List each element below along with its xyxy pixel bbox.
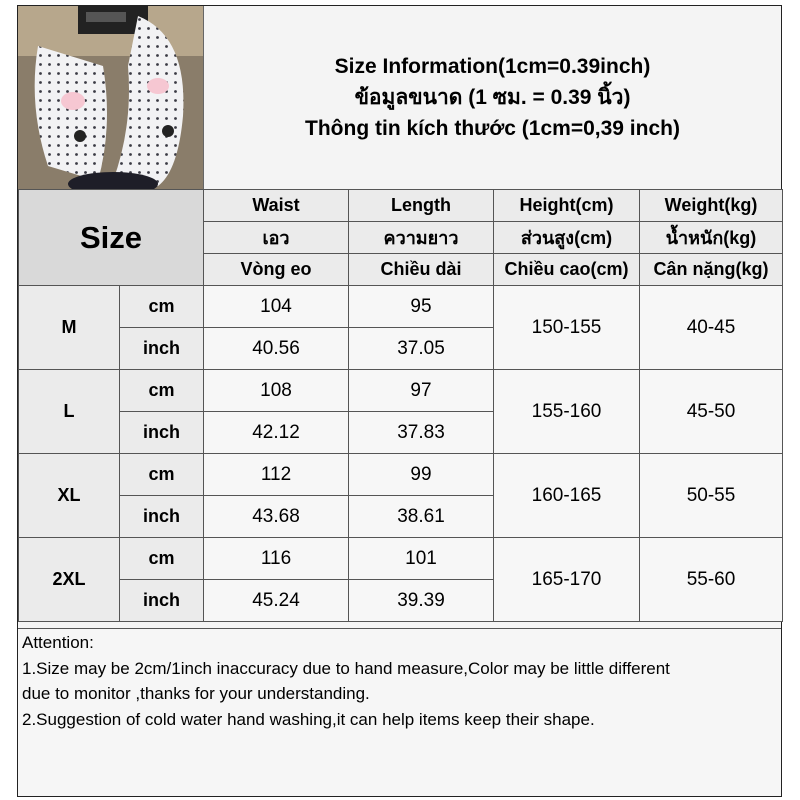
unit-inch: inch bbox=[120, 412, 204, 454]
waist-cm: 104 bbox=[204, 286, 349, 328]
note-line-1-continued: due to monitor ,thanks for your understanding. bbox=[22, 684, 370, 703]
col-height-th: ส่วนสูง(cm) bbox=[494, 222, 640, 254]
length-inch: 38.61 bbox=[349, 496, 494, 538]
length-inch: 37.83 bbox=[349, 412, 494, 454]
length-cm: 95 bbox=[349, 286, 494, 328]
length-cm: 101 bbox=[349, 538, 494, 580]
size-label-xl: XL bbox=[19, 454, 120, 538]
col-length-th: ความยาว bbox=[349, 222, 494, 254]
col-waist-en: Waist bbox=[204, 190, 349, 222]
unit-inch: inch bbox=[120, 580, 204, 622]
header-title-vietnamese: Thông tin kích thước (1cm=0,39 inch) bbox=[305, 117, 680, 140]
col-length-en: Length bbox=[349, 190, 494, 222]
waist-inch: 42.12 bbox=[204, 412, 349, 454]
header-title-english: Size Information(1cm=0.39inch) bbox=[334, 55, 651, 78]
col-weight-th: น้ำหนัก(kg) bbox=[640, 222, 783, 254]
size-label-2xl: 2XL bbox=[19, 538, 120, 622]
attention-notes bbox=[18, 628, 781, 796]
attention-title: Attention: bbox=[22, 633, 94, 652]
unit-cm: cm bbox=[120, 286, 204, 328]
waist-cm: 112 bbox=[204, 454, 349, 496]
col-weight-en: Weight(kg) bbox=[640, 190, 783, 222]
weight-range: 45-50 bbox=[640, 370, 783, 454]
unit-cm: cm bbox=[120, 538, 204, 580]
height-range: 150-155 bbox=[494, 286, 640, 370]
waist-inch: 45.24 bbox=[204, 580, 349, 622]
weight-range: 40-45 bbox=[640, 286, 783, 370]
product-photo bbox=[18, 6, 204, 189]
unit-cm: cm bbox=[120, 370, 204, 412]
unit-inch: inch bbox=[120, 328, 204, 370]
length-inch: 37.05 bbox=[349, 328, 494, 370]
weight-range: 55-60 bbox=[640, 538, 783, 622]
weight-range: 50-55 bbox=[640, 454, 783, 538]
waist-inch: 40.56 bbox=[204, 328, 349, 370]
header-title-thai: ข้อมูลขนาด (1 ซม. = 0.39 นิ้ว) bbox=[354, 86, 631, 109]
height-range: 155-160 bbox=[494, 370, 640, 454]
length-cm: 99 bbox=[349, 454, 494, 496]
size-table bbox=[18, 189, 783, 622]
col-waist-vi: Vòng eo bbox=[204, 254, 349, 286]
waist-cm: 108 bbox=[204, 370, 349, 412]
size-header: Size bbox=[19, 190, 204, 286]
waist-cm: 116 bbox=[204, 538, 349, 580]
col-length-vi: Chiều dài bbox=[349, 254, 494, 286]
size-label-m: M bbox=[19, 286, 120, 370]
length-cm: 97 bbox=[349, 370, 494, 412]
note-line-2: 2.Suggestion of cold water hand washing,it can help items keep their shape. bbox=[22, 709, 595, 729]
height-range: 160-165 bbox=[494, 454, 640, 538]
unit-cm: cm bbox=[120, 454, 204, 496]
height-range: 165-170 bbox=[494, 538, 640, 622]
note-line-1: 1.Size may be 2cm/1inch inaccuracy due to hand measure,Color may be little different bbox=[22, 658, 670, 678]
length-inch: 39.39 bbox=[349, 580, 494, 622]
size-label-l: L bbox=[19, 370, 120, 454]
unit-inch: inch bbox=[120, 496, 204, 538]
size-info-header bbox=[204, 6, 781, 189]
col-weight-vi: Cân nặng(kg) bbox=[640, 254, 783, 286]
pajama-pants-photo-icon bbox=[18, 6, 203, 189]
col-height-vi: Chiều cao(cm) bbox=[494, 254, 640, 286]
col-height-en: Height(cm) bbox=[494, 190, 640, 222]
col-waist-th: เอว bbox=[204, 222, 349, 254]
waist-inch: 43.68 bbox=[204, 496, 349, 538]
